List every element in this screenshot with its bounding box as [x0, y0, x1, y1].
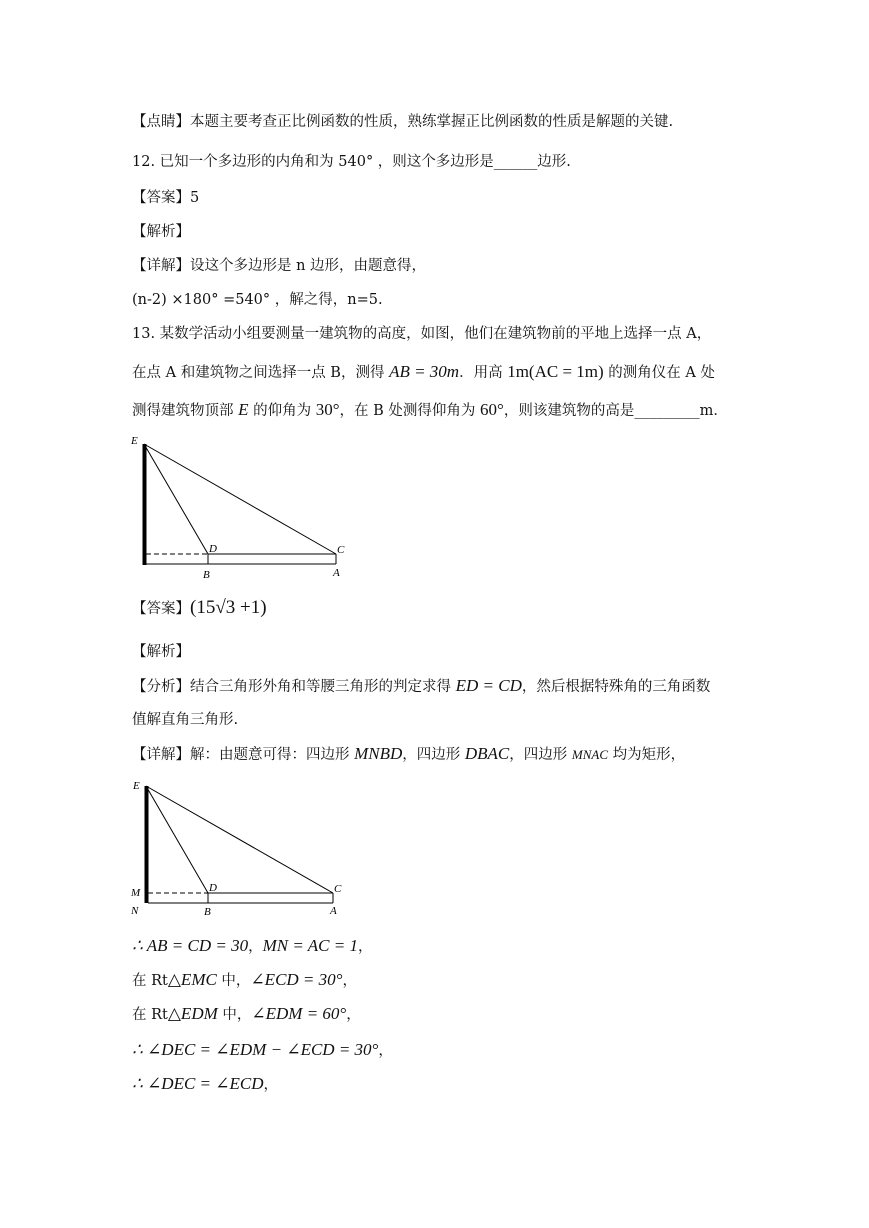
- analysis-text1: 【分析】结合三角形外角和等腰三角形的判定求得: [132, 679, 456, 695]
- figure-1: [128, 432, 358, 582]
- answer-13-math: (15√3 +1): [190, 597, 267, 618]
- q13b-text1: 在点 A 和建筑物之间选择一点 B，测得: [132, 365, 390, 381]
- q13b-math2: 1m(AC = 1m): [507, 362, 604, 381]
- detail-13-line: [132, 744, 685, 765]
- q13b-text2: ．用高: [459, 365, 508, 381]
- jiexi-label-2: 【解析】: [132, 644, 190, 660]
- step2-math1: △EMC: [167, 970, 217, 989]
- fig1-label-d: D: [209, 543, 217, 555]
- fig1-label-b: B: [203, 569, 210, 581]
- detail13-text2: ，四边形: [402, 747, 465, 763]
- step5-end: ，: [263, 1077, 279, 1093]
- q13c-math1: E: [238, 400, 249, 419]
- q13c-math2: 30°: [315, 400, 340, 419]
- step3-text1: 在 Rt: [132, 1007, 168, 1023]
- answer-13: [132, 598, 267, 619]
- q13c-math3: 60°: [480, 400, 504, 419]
- q13b-math1: AB = 30m: [389, 362, 460, 381]
- fig1-label-a: A: [333, 567, 340, 579]
- step4-math: ∴ ∠DEC = ∠EDM − ∠ECD = 30°: [132, 1040, 379, 1059]
- q13b-text3: 的测角仪在 A 处: [603, 365, 715, 381]
- analysis-line2: 值解直角三角形.: [132, 712, 239, 728]
- detail13-math2: DBAC: [464, 744, 510, 763]
- step2-end: ，: [342, 973, 357, 989]
- fig2-label-e: E: [133, 780, 140, 792]
- detail13-text4: 均为矩形，: [608, 747, 686, 763]
- figure-2: [128, 776, 358, 921]
- step2-math2: ∠ECD = 30°: [250, 970, 343, 989]
- step1-end: ，: [357, 939, 373, 955]
- detail13-math3: MNAC: [571, 747, 609, 762]
- q13c-text3: ，在 B 处测得仰角为: [339, 403, 481, 419]
- fig2-label-a: A: [330, 905, 337, 917]
- detail13-text3: ，四边形: [509, 747, 572, 763]
- fig1-label-c: C: [337, 544, 345, 556]
- step-1: [132, 936, 372, 957]
- dianjing-line: 【点睛】本题主要考查正比例函数的性质，熟练掌握正比例函数的性质是解题的关键.: [132, 114, 674, 130]
- question-12: 12. 已知一个多边形的内角和为 540° ，则这个多边形是______边形.: [132, 154, 571, 170]
- step2-text1: 在 Rt: [132, 973, 168, 989]
- q13c-text4: ，则该建筑物的高是_________m．: [503, 403, 728, 419]
- step3-text2: 中，: [217, 1007, 252, 1023]
- step-4: [132, 1040, 393, 1061]
- step2-text2: 中，: [216, 973, 251, 989]
- analysis-line1: [132, 676, 710, 697]
- step5-math: ∴ ∠DEC = ∠ECD: [132, 1074, 264, 1093]
- fig2-label-b: B: [204, 906, 211, 918]
- fig2-label-d: D: [209, 882, 217, 894]
- detail-12-a: 【详解】设这个多边形是 n 边形，由题意得，: [132, 258, 427, 274]
- fig2-label-m: M: [131, 887, 141, 899]
- analysis-text2: ，然后根据特殊角的三角函数: [521, 679, 711, 695]
- step-2: [132, 970, 357, 991]
- analysis-math: ED = CD: [455, 676, 522, 695]
- jiexi-label-1: 【解析】: [132, 224, 190, 240]
- step3-math1: △EDM: [167, 1004, 218, 1023]
- question-13-line3: [132, 400, 728, 421]
- step4-end: ，: [378, 1043, 393, 1059]
- step3-end: ，: [346, 1007, 361, 1023]
- fig1-label-e: E: [131, 435, 138, 447]
- q13c-text2: 的仰角为: [248, 403, 316, 419]
- step1-comma: ，: [248, 939, 263, 955]
- fig2-label-c: C: [334, 883, 342, 895]
- step-5: [132, 1074, 278, 1095]
- detail13-math1: MNBD: [354, 744, 403, 763]
- step3-math2: ∠EDM = 60°: [251, 1004, 347, 1023]
- step-3: [132, 1004, 361, 1025]
- step1-math1: ∴ AB = CD = 30: [132, 936, 249, 955]
- detail13-text1: 【详解】解：由题意可得：四边形: [132, 747, 355, 763]
- detail-12-b: (n-2) ×180° =540° ，解之得，n=5.: [132, 292, 383, 308]
- step1-math2: MN = AC = 1: [262, 936, 358, 955]
- question-13-line1: 13. 某数学活动小组要测量一建筑物的高度，如图，他们在建筑物前的平地上选择一点 A，: [132, 326, 712, 342]
- q13c-text1: 测得建筑物顶部: [132, 403, 239, 419]
- fig2-label-n: N: [131, 905, 139, 917]
- answer-13-label: 【答案】: [132, 601, 190, 617]
- question-13-line2: [132, 362, 715, 383]
- answer-12: 【答案】5: [132, 190, 200, 206]
